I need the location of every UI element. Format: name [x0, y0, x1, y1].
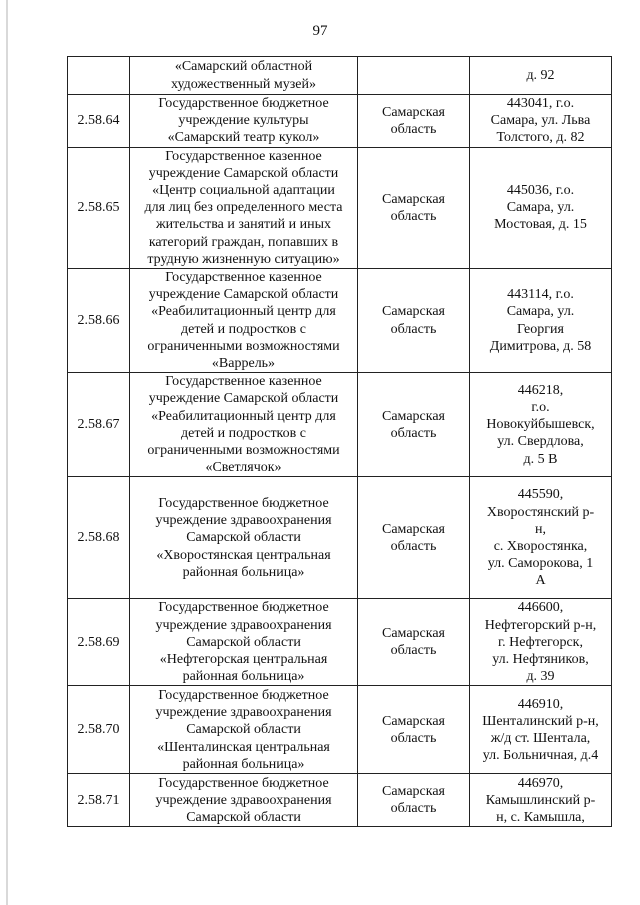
table-row: [68, 269, 612, 373]
address-cell-line: А: [535, 573, 546, 589]
address-cell-line: ул. Свердлова,: [497, 434, 584, 450]
region-cell: [358, 95, 470, 148]
address-cell: [470, 147, 612, 268]
region-cell: [358, 57, 470, 95]
row-number-cell: [68, 57, 130, 95]
institution-name-cell-line: Государственное бюджетное: [158, 96, 329, 111]
institution-name-cell-line: учреждение культуры: [178, 113, 309, 129]
region-cell-line: область: [390, 321, 437, 337]
institution-name-cell-line: Государственное казенное: [165, 148, 322, 164]
region-cell-line: область: [390, 730, 437, 746]
region-cell: [358, 599, 470, 686]
address-cell-line: Георгия: [517, 321, 564, 337]
institution-name-cell-line: «Реабилитационный центр для: [151, 408, 336, 424]
institution-name-cell-line: категорий граждан, попавших в: [148, 234, 339, 250]
address-cell-line: Самара, ул.: [506, 304, 575, 320]
region-cell-line: Самарская: [382, 521, 445, 537]
address-cell-line: Камышлинский р-: [485, 792, 596, 808]
region-cell-line: область: [390, 121, 437, 137]
row-number-cell: 2.58.70: [68, 686, 130, 774]
address-cell: [470, 477, 612, 599]
institution-name-cell: [130, 57, 358, 95]
address-cell-line: Шенталинский р-н,: [482, 713, 599, 729]
address-cell-line: 446970,: [517, 775, 564, 791]
address-cell: [470, 686, 612, 774]
institution-name-cell: [130, 147, 358, 268]
institution-name-cell-line: Государственное казенное: [165, 270, 322, 286]
institution-name-cell-line: районная больница»: [182, 756, 305, 772]
address-cell-line: ж/д ст. Шентала,: [490, 730, 591, 746]
institution-name-cell-line: Государственное казенное: [165, 374, 322, 390]
institution-name-cell-line: Государственное бюджетное: [158, 775, 329, 791]
institution-name-cell-line: учреждение здравоохранения: [155, 792, 332, 808]
institution-name-cell-line: учреждение Самарской области: [148, 165, 339, 181]
institution-name-cell-line: Самарской области: [186, 634, 301, 650]
table-row: [68, 774, 612, 827]
address-cell-line: с. Хворостянка,: [493, 538, 588, 554]
institution-name-cell-line: учреждение Самарской области: [148, 391, 339, 407]
address-cell-line: н,: [535, 521, 546, 537]
address-cell-line: Толстого, д. 82: [496, 130, 585, 146]
address-cell-line: 446218,: [517, 382, 564, 398]
institution-name-cell-line: «Хворостянская центральная: [156, 547, 331, 563]
region-cell-line: область: [390, 538, 437, 554]
table-row: [68, 477, 612, 599]
institution-name-cell: [130, 373, 358, 477]
address-cell-line: г. Нефтегорск,: [498, 634, 583, 650]
institution-name-cell: [130, 477, 358, 599]
institution-name-cell-line: учреждение здравоохранения: [155, 617, 332, 633]
address-cell-line: Хворостянский р-: [486, 504, 595, 520]
institution-name-cell: [130, 599, 358, 686]
address-cell-line: г.о.: [531, 400, 550, 416]
institutions-table-body: [68, 57, 612, 827]
address-cell-line: ул. Больничная, д.4: [482, 748, 599, 764]
region-cell-line: область: [390, 801, 437, 817]
institution-name-cell-line: «Варрель»: [211, 356, 276, 372]
institution-name-cell-line: «Светлячок»: [205, 460, 282, 476]
row-number-cell: 2.58.71: [68, 774, 130, 827]
region-cell-line: область: [390, 208, 437, 224]
address-cell-line: Самара, ул. Льва: [490, 113, 591, 129]
row-number-cell: 2.58.64: [68, 95, 130, 148]
region-cell-line: Самарская: [382, 104, 445, 120]
institution-name-cell-line: детей и подростков с: [181, 321, 306, 337]
institution-name-cell-line: учреждение Самарской области: [148, 287, 339, 303]
table-row: [68, 373, 612, 477]
address-cell: [470, 774, 612, 827]
institution-name-cell: [130, 269, 358, 373]
region-cell: [358, 373, 470, 477]
page-number: 97: [312, 23, 328, 39]
region-cell-line: Самарская: [382, 191, 445, 207]
address-cell-line: 445590,: [517, 487, 564, 503]
institution-name-cell-line: ограниченными возможностями: [147, 338, 340, 354]
address-cell-line: Димитрова, д. 58: [489, 338, 592, 354]
address-cell-line: н, с. Камышла,: [496, 810, 585, 826]
institution-name-cell-line: учреждение здравоохранения: [155, 705, 332, 721]
institution-name-cell-line: «Самарский театр кукол»: [167, 130, 320, 146]
address-cell-line: 445036, г.о.: [506, 183, 575, 199]
institution-name-cell-line: Самарской области: [186, 722, 301, 738]
address-cell-line: Самара, ул.: [506, 200, 575, 216]
institution-name-cell-line: «Центр социальной адаптации: [152, 183, 335, 199]
region-cell-line: область: [390, 643, 437, 659]
address-cell-line: ул. Саморокова, 1: [487, 556, 594, 572]
address-cell-line: Нефтегорский р-н,: [484, 617, 597, 633]
institution-name-cell-line: «Реабилитационный центр для: [151, 304, 336, 320]
row-number-cell: 2.58.66: [68, 269, 130, 373]
scan-edge-shadow: [6, 0, 8, 905]
institution-name-cell-line: районная больница»: [182, 669, 305, 685]
table-row: [68, 599, 612, 686]
region-cell-line: Самарская: [382, 408, 445, 424]
table-row: [68, 147, 612, 268]
table-row: [68, 57, 612, 95]
institution-name-cell: [130, 686, 358, 774]
institution-name-cell-line: «Самарский областной: [174, 59, 313, 75]
address-cell: [470, 599, 612, 686]
institution-name-cell-line: жительства и занятий и иных: [156, 217, 331, 233]
table-row: [68, 686, 612, 774]
institution-name-cell-line: «Нефтегорская центральная: [159, 652, 328, 668]
region-cell-line: Самарская: [382, 784, 445, 800]
address-cell-line: ул. Нефтяников,: [492, 652, 589, 668]
address-cell-line: д. 5 В: [523, 451, 558, 467]
address-cell-line: 443114, г.о.: [507, 287, 574, 303]
row-number-cell: 2.58.69: [68, 599, 130, 686]
address-cell-line: Новокуйбышевск,: [486, 417, 595, 433]
address-cell: [470, 373, 612, 477]
region-cell: [358, 269, 470, 373]
institution-name-cell-line: трудную жизненную ситуацию»: [147, 251, 340, 267]
region-cell: [358, 147, 470, 268]
institution-name-cell-line: Государственное бюджетное: [158, 687, 329, 703]
institution-name-cell: [130, 95, 358, 148]
institution-name-cell-line: ограниченными возможностями: [147, 443, 340, 459]
institution-name-cell-line: Государственное бюджетное: [158, 600, 329, 616]
institution-name-cell-line: детей и подростков с: [181, 425, 306, 441]
institution-name-cell-line: Самарской области: [186, 810, 301, 826]
institution-name-cell-line: «Шенталинская центральная: [157, 739, 330, 755]
address-cell-line: 443041, г.о.: [506, 96, 575, 111]
address-cell-line: д. 92: [526, 67, 555, 83]
region-cell-line: Самарская: [382, 626, 445, 642]
address-cell-line: Мостовая, д. 15: [494, 217, 587, 233]
row-number-cell: 2.58.67: [68, 373, 130, 477]
institution-name-cell-line: художественный музей»: [171, 76, 316, 92]
region-cell-line: область: [390, 425, 437, 441]
region-cell: [358, 477, 470, 599]
institution-name-cell-line: учреждение здравоохранения: [155, 513, 332, 529]
institution-name-cell-line: для лиц без определенного места: [144, 200, 343, 216]
institution-name-cell-line: Самарской области: [186, 530, 301, 546]
region-cell: [358, 774, 470, 827]
table-row: [68, 95, 612, 148]
row-number-cell: 2.58.68: [68, 477, 130, 599]
region-cell-line: Самарская: [382, 713, 445, 729]
address-cell: [470, 57, 612, 95]
institution-name-cell-line: Государственное бюджетное: [158, 495, 329, 511]
address-cell: [470, 95, 612, 148]
institutions-table: [67, 56, 612, 827]
region-cell: [358, 686, 470, 774]
address-cell: [470, 269, 612, 373]
institution-name-cell: [130, 774, 358, 827]
institution-name-cell-line: районная больница»: [182, 564, 305, 580]
address-cell-line: д. 39: [526, 669, 555, 685]
address-cell-line: 446600,: [517, 600, 564, 616]
row-number-cell: 2.58.65: [68, 147, 130, 268]
address-cell-line: 446910,: [517, 696, 564, 712]
region-cell-line: Самарская: [382, 304, 445, 320]
